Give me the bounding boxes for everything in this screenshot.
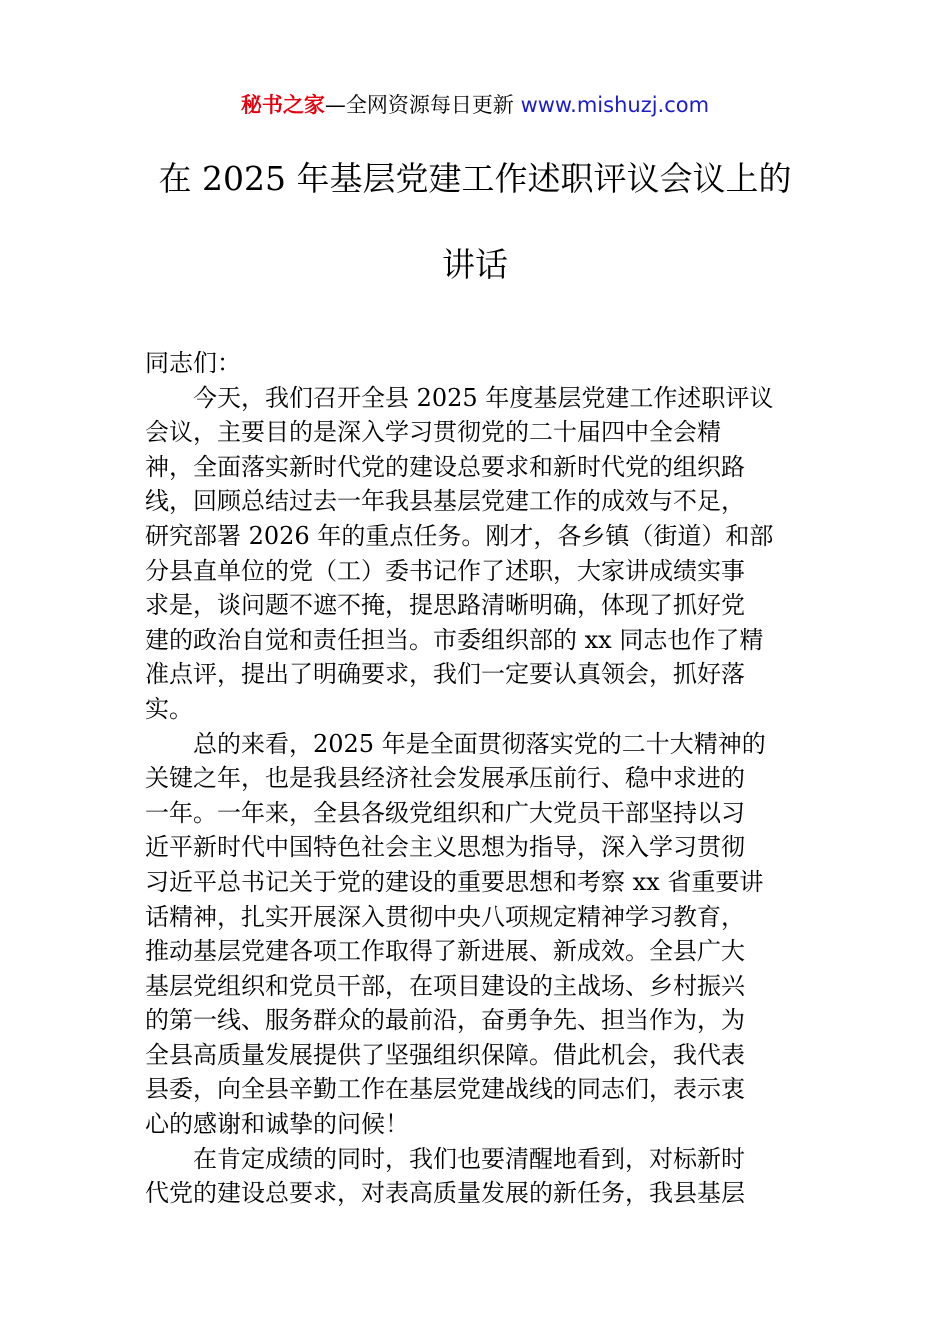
paragraph-line: 线，回顾总结过去一年我县基层党建工作的成效与不足，	[145, 487, 745, 516]
paragraph-line: 推动基层党建各项工作取得了新进展、新成效。全县广大	[145, 937, 745, 966]
site-tagline: —全网资源每日更新	[324, 93, 521, 117]
paragraph-line: 分县直单位的党（工）委书记作了述职，大家讲成绩实事	[145, 556, 745, 585]
site-url-link[interactable]: www.mishuzj.com	[520, 93, 710, 117]
paragraph-line: 习近平总书记关于党的建设的重要思想和考察 xx 省重要讲	[145, 867, 764, 896]
site-header	[0, 88, 950, 122]
paragraph-line: 近平新时代中国特色社会主义思想为指导，深入学习贯彻	[145, 833, 745, 862]
paragraph-line: 话精神，扎实开展深入贯彻中央八项规定精神学习教育，	[145, 902, 745, 931]
paragraph-line: 的第一线、服务群众的最前沿，奋勇争先、担当作为，为	[145, 1006, 745, 1035]
salutation: 同志们：	[145, 349, 241, 377]
paragraph-line: 建的政治自觉和责任担当。市委组织部的 xx 同志也作了精	[145, 625, 764, 654]
paragraph-line: 代党的建设总要求，对表高质量发展的新任务，我县基层	[145, 1179, 745, 1208]
paragraph-line: 关键之年，也是我县经济社会发展承压前行、稳中求进的	[145, 764, 745, 793]
paragraph-line: 一年。一年来，全县各级党组织和广大党员干部坚持以习	[145, 798, 745, 827]
paragraph-line: 神，全面落实新时代党的建设总要求和新时代党的组织路	[145, 452, 745, 481]
paragraph-line: 在肯定成绩的同时，我们也要清醒地看到，对标新时	[193, 1144, 745, 1173]
paragraph-line: 基层党组织和党员干部，在项目建设的主战场、乡村振兴	[145, 971, 745, 1000]
paragraph-line: 准点评，提出了明确要求，我们一定要认真领会，抓好落	[145, 660, 745, 689]
paragraph-line: 县委，向全县辛勤工作在基层党建战线的同志们，表示衷	[145, 1075, 745, 1104]
paragraph-line: 今天，我们召开全县 2025 年度基层党建工作述职评议	[193, 383, 774, 412]
paragraph-line: 总的来看，2025 年是全面贯彻落实党的二十大精神的	[193, 729, 766, 758]
document-title	[100, 156, 850, 328]
site-brand: 秘书之家	[240, 93, 325, 117]
title-line: 在 2025 年基层党建工作述职评议会议上的	[158, 159, 792, 198]
title-line: 讲话	[442, 245, 508, 284]
paragraph-line: 求是，谈问题不遮不掩，提思路清晰明确，体现了抓好党	[145, 591, 745, 620]
paragraph-line: 研究部署 2026 年的重点任务。刚才，各乡镇（街道）和部	[145, 521, 774, 550]
document-body	[145, 346, 810, 1211]
paragraph-line: 全县高质量发展提供了坚强组织保障。借此机会，我代表	[145, 1040, 745, 1069]
paragraph-line: 心的感谢和诚挚的问候！	[145, 1110, 409, 1139]
paragraph-line: 会议，主要目的是深入学习贯彻党的二十届四中全会精	[145, 418, 721, 447]
paragraph-line: 实。	[145, 694, 193, 723]
